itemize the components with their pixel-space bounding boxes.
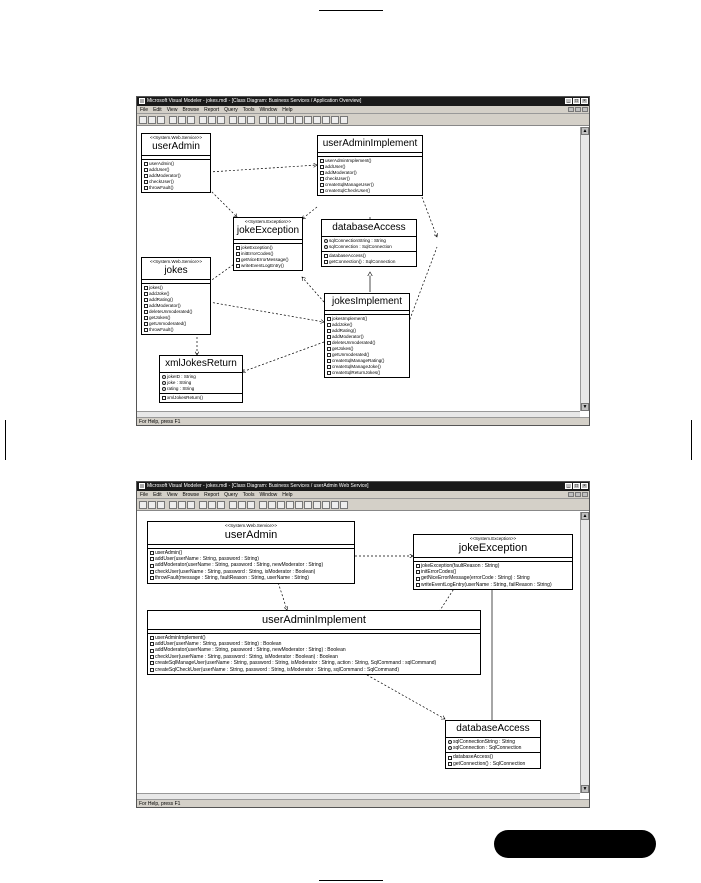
menu-tools[interactable]: Tools [242, 107, 255, 113]
operation-icon [327, 341, 331, 345]
line-tool-icon[interactable] [340, 501, 348, 509]
operation-icon [416, 583, 420, 587]
close-button[interactable]: × [581, 98, 588, 104]
class-tool-icon[interactable] [286, 116, 294, 124]
operations-section [148, 633, 480, 674]
print-icon[interactable] [199, 116, 207, 124]
package-tool-icon[interactable] [331, 116, 339, 124]
browse-icon[interactable] [208, 116, 216, 124]
operation: databaseAccess() [324, 253, 414, 259]
operation-icon [236, 246, 240, 250]
dep-impl-to-xml [242, 342, 324, 372]
class-useradminimplement[interactable] [317, 135, 423, 196]
select-tool-icon[interactable] [259, 501, 267, 509]
attribute: sqlConnectionString : String [324, 238, 414, 244]
class-stereotype: <<System.Exception>> [244, 219, 292, 224]
vertical-scrollbar[interactable] [580, 512, 589, 793]
maximize-button[interactable]: □ [574, 483, 579, 489]
modeler-window-useradmin [136, 481, 590, 808]
class-name: userAdminImplement [322, 138, 418, 149]
association-tool-icon[interactable] [304, 501, 312, 509]
operation: checkUser(userName : String, password : String, isModerator : Boolean) : Boolean [150, 654, 478, 660]
operation: userAdmin() [144, 161, 208, 167]
attribute: joke : String [162, 380, 240, 386]
dep-useradmin-to-exception [209, 189, 237, 217]
dep-impl-to-dbaccess [367, 675, 445, 719]
class-name: databaseAccess [332, 222, 406, 233]
status-bar: For Help, press F1 [137, 417, 589, 425]
attribute-icon [448, 740, 452, 744]
operation: createSqlManageRating() [327, 358, 407, 364]
operation: getUnmoderated() [144, 321, 208, 327]
scroll-down-icon[interactable]: ▼ [582, 404, 588, 410]
class-databaseaccess[interactable] [445, 720, 541, 769]
class-stereotype: <<System.Web.Service>> [224, 523, 278, 528]
dependency-tool-icon[interactable] [313, 116, 321, 124]
vertical-scrollbar[interactable] [580, 127, 589, 411]
menu-help[interactable]: Help [282, 107, 293, 113]
dep-useradmin-to-impl [209, 165, 317, 172]
menu-browse[interactable]: Browse [182, 492, 200, 498]
diagram-canvas[interactable] [137, 127, 580, 411]
operation: createSqlCheckUser() [320, 188, 420, 194]
attribute-icon [324, 245, 328, 249]
open-icon[interactable] [148, 501, 156, 509]
operation: getNiceErrorMessage() [236, 257, 300, 263]
operation: addUser(userName : String, password : String) [150, 556, 352, 562]
operation: addUser() [144, 167, 208, 173]
operation-icon [150, 576, 154, 580]
operation: getUnmoderated() [327, 352, 407, 358]
fit-icon[interactable] [247, 116, 255, 124]
operation: getConnection() : SqlConnection [324, 259, 414, 265]
menu-report[interactable]: Report [204, 492, 220, 498]
operation: deleteUnmoderated() [327, 340, 407, 346]
operation: throwFault(message : String, faultReason : String, userName : String) [150, 575, 352, 581]
operation: addModerator() [320, 170, 420, 176]
operation: createSqlManageUser() [320, 182, 420, 188]
operation: addRating() [144, 297, 208, 303]
scroll-up-icon[interactable]: ▲ [582, 513, 588, 519]
doc-minimize-button[interactable] [568, 107, 574, 112]
operation-icon [320, 159, 324, 163]
class-name: jokeException [458, 542, 528, 554]
operation-icon [448, 756, 452, 760]
operation: getJokes() [327, 346, 407, 352]
save-icon[interactable] [157, 116, 165, 124]
operations-section [318, 156, 422, 195]
operation: jokes() [144, 285, 208, 291]
operation-icon [236, 264, 240, 268]
modeler-window-overview [136, 96, 590, 426]
operation-icon [320, 171, 324, 175]
app-icon [139, 483, 145, 489]
operation-icon [144, 292, 148, 296]
operation: initErrorCodes() [416, 569, 570, 575]
doc-restore-button[interactable] [575, 492, 581, 497]
text-tool-icon[interactable] [268, 501, 276, 509]
operation: createSqlCheckUser(userName : String, password : String, isModerator : String, sqlCommand : SqlCommand) [150, 667, 478, 673]
attributes-section [160, 372, 242, 393]
menu-file[interactable]: File [140, 107, 149, 113]
text-tool-icon[interactable] [268, 116, 276, 124]
operations-section [325, 314, 409, 377]
operation: jokesImplement() [327, 316, 407, 322]
operation: addModerator() [144, 173, 208, 179]
menu-edit[interactable]: Edit [153, 492, 162, 498]
class-stereotype: <<System.Exception>> [469, 536, 517, 541]
operation-icon [320, 189, 324, 193]
window-title: Microsoft Visual Modeler - jokes.mdl - [Class Diagram: Business Services / userAdmin Web Service] [147, 483, 369, 489]
operation: databaseAccess() [448, 754, 538, 760]
operation: deleteUnmoderated() [144, 309, 208, 315]
menu-view[interactable]: View [166, 492, 178, 498]
operation-icon [327, 323, 331, 327]
operations-section [142, 159, 210, 192]
class-name: userAdmin [152, 141, 200, 152]
class-jokeexception[interactable] [413, 534, 573, 590]
operation: writeEventLogEntry(userName : String, failReason : String) [416, 582, 570, 588]
menu-query[interactable]: Query [224, 492, 238, 498]
menu-window[interactable]: Window [259, 492, 278, 498]
window-title: Microsoft Visual Modeler - jokes.mdl - [Class Diagram: Business Services / Application Overview] [147, 98, 362, 104]
operation-icon [162, 396, 166, 400]
operation: createSqlManageUser(userName : String, password : String, isModerator : String, action : String, SqlCommand : sqlCommand) [150, 660, 478, 666]
class-name: jokesImplement [331, 296, 403, 307]
operation-icon [144, 168, 148, 172]
operations-section [446, 752, 540, 768]
operation: addJoke() [327, 322, 407, 328]
class-name: jokeException [236, 225, 300, 236]
class-name: jokes [164, 265, 188, 276]
operation: throwFault() [144, 185, 208, 191]
operation: addUser() [320, 164, 420, 170]
operation: addModerator(userName : String, password : String, newModerator : String) : Boolean [150, 647, 478, 653]
fit-icon[interactable] [247, 501, 255, 509]
operation-icon [144, 162, 148, 166]
class-stereotype: <<System.Web.Service>> [149, 135, 203, 140]
operation-icon [150, 649, 154, 653]
zoom-out-icon[interactable] [238, 501, 246, 509]
minimize-button[interactable]: _ [565, 483, 572, 489]
bottom-rule [319, 880, 383, 881]
operation-icon [144, 180, 148, 184]
class-name: userAdmin [224, 529, 278, 541]
operation: writeEventLogEntry() [236, 263, 300, 269]
operation: addModerator() [327, 334, 407, 340]
operation-icon [327, 371, 331, 375]
attributes-section [446, 737, 540, 753]
operation-icon [144, 298, 148, 302]
operation: addModerator() [144, 303, 208, 309]
operation-icon [327, 359, 331, 363]
menu-bar [137, 491, 589, 499]
operation-icon [324, 260, 328, 264]
operation: addModerator(userName : String, password : String, newModerator : String) [150, 562, 352, 568]
copy-icon[interactable] [178, 116, 186, 124]
operation: throwFault() [144, 327, 208, 333]
operation-icon [150, 557, 154, 561]
attribute: sqlConnection : SqlConnection [324, 244, 414, 250]
dep-jokes-to-impl [209, 302, 324, 322]
operation-icon [416, 577, 420, 581]
generalization-tool-icon[interactable] [322, 116, 330, 124]
operation-icon [327, 353, 331, 357]
generalization-tool-icon[interactable] [322, 501, 330, 509]
attribute: jokeID : String [162, 374, 240, 380]
operation: addUser(userName : String, password : String) : Boolean [150, 641, 478, 647]
close-button[interactable]: × [581, 483, 588, 489]
left-edge-mark [5, 420, 6, 460]
note-tool-icon[interactable] [277, 116, 285, 124]
class-useradminimplement[interactable] [147, 610, 481, 675]
class-name: xmlJokesReturn [165, 358, 237, 369]
app-icon [139, 98, 145, 104]
attribute-icon [162, 381, 166, 385]
operations-section [160, 393, 242, 402]
open-icon[interactable] [148, 116, 156, 124]
menu-query[interactable]: Query [224, 107, 238, 113]
page-tab-marker [494, 830, 656, 858]
operation-icon [320, 177, 324, 181]
right-edge-mark [691, 420, 692, 460]
operations-section [234, 243, 302, 270]
help-icon[interactable] [217, 116, 225, 124]
operation: addRating() [327, 328, 407, 334]
toolbar [137, 499, 589, 511]
menu-window[interactable]: Window [259, 107, 278, 113]
dep-jokesimpl-to-exception [302, 277, 324, 302]
operation: getConnection() : SqlConnection [448, 761, 538, 767]
operation: jokeException() [236, 245, 300, 251]
help-icon[interactable] [217, 501, 225, 509]
menu-view[interactable]: View [166, 107, 178, 113]
operation-icon [327, 329, 331, 333]
interface-tool-icon[interactable] [295, 116, 303, 124]
operation-icon [150, 642, 154, 646]
operation-icon [327, 335, 331, 339]
operation-icon [144, 304, 148, 308]
select-tool-icon[interactable] [259, 116, 267, 124]
menu-file[interactable]: File [140, 492, 149, 498]
print-icon[interactable] [199, 501, 207, 509]
operation: jokeException(faultReason : String) [416, 563, 570, 569]
class-xmljokesreturn[interactable] [159, 355, 243, 403]
menu-browse[interactable]: Browse [182, 107, 200, 113]
dep-uaimpl-to-exception [302, 207, 317, 219]
operation-icon [320, 165, 324, 169]
zoom-in-icon[interactable] [229, 501, 237, 509]
operation-icon [144, 328, 148, 332]
operation-icon [144, 310, 148, 314]
top-rule [319, 10, 383, 11]
operation-icon [150, 551, 154, 555]
menu-tools[interactable]: Tools [242, 492, 255, 498]
dep-uaimpl-to-jokesimpl [422, 197, 437, 237]
doc-close-button[interactable] [582, 107, 588, 112]
attribute-icon [162, 387, 166, 391]
operation-icon [327, 365, 331, 369]
title-bar [137, 482, 589, 491]
doc-minimize-button[interactable] [568, 492, 574, 497]
operation-icon [327, 317, 331, 321]
attribute-icon [324, 239, 328, 243]
attribute-icon [162, 375, 166, 379]
new-icon[interactable] [139, 501, 147, 509]
minimize-button[interactable]: _ [565, 98, 572, 104]
operation-icon [150, 564, 154, 568]
save-icon[interactable] [157, 501, 165, 509]
operation-icon [144, 186, 148, 190]
zoom-out-icon[interactable] [238, 116, 246, 124]
operation: userAdminImplement() [150, 635, 478, 641]
menu-help[interactable]: Help [282, 492, 293, 498]
class-useradmin[interactable] [141, 133, 211, 193]
operation-icon [236, 258, 240, 262]
operation-icon [144, 322, 148, 326]
operations-section [142, 283, 210, 334]
operation: createSqlManageJoke() [327, 364, 407, 370]
note-tool-icon[interactable] [277, 501, 285, 509]
operations-section [414, 561, 572, 590]
operation: getNiceErrorMessage(errorCode : String) : String [416, 575, 570, 581]
operation: getJokes() [144, 315, 208, 321]
paste-icon[interactable] [187, 501, 195, 509]
operation-icon [144, 286, 148, 290]
cut-icon[interactable] [169, 501, 177, 509]
operation: addJoke() [144, 291, 208, 297]
operations-section [148, 548, 354, 583]
operation-icon [150, 636, 154, 640]
maximize-button[interactable]: □ [574, 98, 579, 104]
operation-icon [144, 174, 148, 178]
paste-icon[interactable] [187, 116, 195, 124]
operation-icon [236, 252, 240, 256]
menu-report[interactable]: Report [204, 107, 220, 113]
class-stereotype: <<System.Web.Service>> [149, 259, 203, 264]
operation-icon [320, 183, 324, 187]
operation: userAdminImplement() [320, 158, 420, 164]
operation: createSqlReturnJokes() [327, 370, 407, 376]
dependency-tool-icon[interactable] [313, 501, 321, 509]
class-jokeexception[interactable] [233, 217, 303, 271]
class-useradmin[interactable] [147, 521, 355, 584]
toolbar [137, 114, 589, 126]
scroll-up-icon[interactable]: ▲ [582, 128, 588, 134]
operation: xmlJokesReturn() [162, 395, 240, 401]
operation-icon [144, 316, 148, 320]
operation-icon [150, 655, 154, 659]
class-databaseaccess[interactable] [321, 219, 417, 267]
class-name: databaseAccess [456, 723, 530, 734]
attributes-section [322, 236, 416, 251]
doc-close-button[interactable] [582, 492, 588, 497]
operation: checkUser(userName : String, password : String, isModerator : Boolean) [150, 569, 352, 575]
operation-icon [327, 347, 331, 351]
menu-bar [137, 106, 589, 114]
cut-icon[interactable] [169, 116, 177, 124]
zoom-in-icon[interactable] [229, 116, 237, 124]
association-tool-icon[interactable] [304, 116, 312, 124]
status-bar: For Help, press F1 [137, 799, 589, 807]
class-jokes[interactable] [141, 257, 211, 335]
operation-icon [150, 661, 154, 665]
operation-icon [416, 570, 420, 574]
attribute: sqlConnectionString : String [448, 739, 538, 745]
package-tool-icon[interactable] [331, 501, 339, 509]
diagram-canvas[interactable] [137, 512, 580, 793]
operation-icon [150, 668, 154, 672]
class-jokesimplement[interactable] [324, 293, 410, 378]
interface-tool-icon[interactable] [295, 501, 303, 509]
operation-icon [448, 762, 452, 766]
class-name: userAdminImplement [262, 614, 366, 626]
operation-icon [150, 570, 154, 574]
operation: userAdmin() [150, 550, 352, 556]
operation: checkUser() [144, 179, 208, 185]
new-icon[interactable] [139, 116, 147, 124]
browse-icon[interactable] [208, 501, 216, 509]
line-tool-icon[interactable] [340, 116, 348, 124]
attribute: rating : String [162, 386, 240, 392]
operation-icon [324, 254, 328, 258]
attribute-icon [448, 746, 452, 750]
operations-section [322, 251, 416, 266]
attribute: sqlConnection : SqlConnection [448, 745, 538, 751]
copy-icon[interactable] [178, 501, 186, 509]
operation: checkUser() [320, 176, 420, 182]
title-bar [137, 97, 589, 106]
class-tool-icon[interactable] [286, 501, 294, 509]
scroll-down-icon[interactable]: ▼ [582, 786, 588, 792]
doc-restore-button[interactable] [575, 107, 581, 112]
operation: initErrorCodes() [236, 251, 300, 257]
operation-icon [416, 564, 420, 568]
menu-edit[interactable]: Edit [153, 107, 162, 113]
